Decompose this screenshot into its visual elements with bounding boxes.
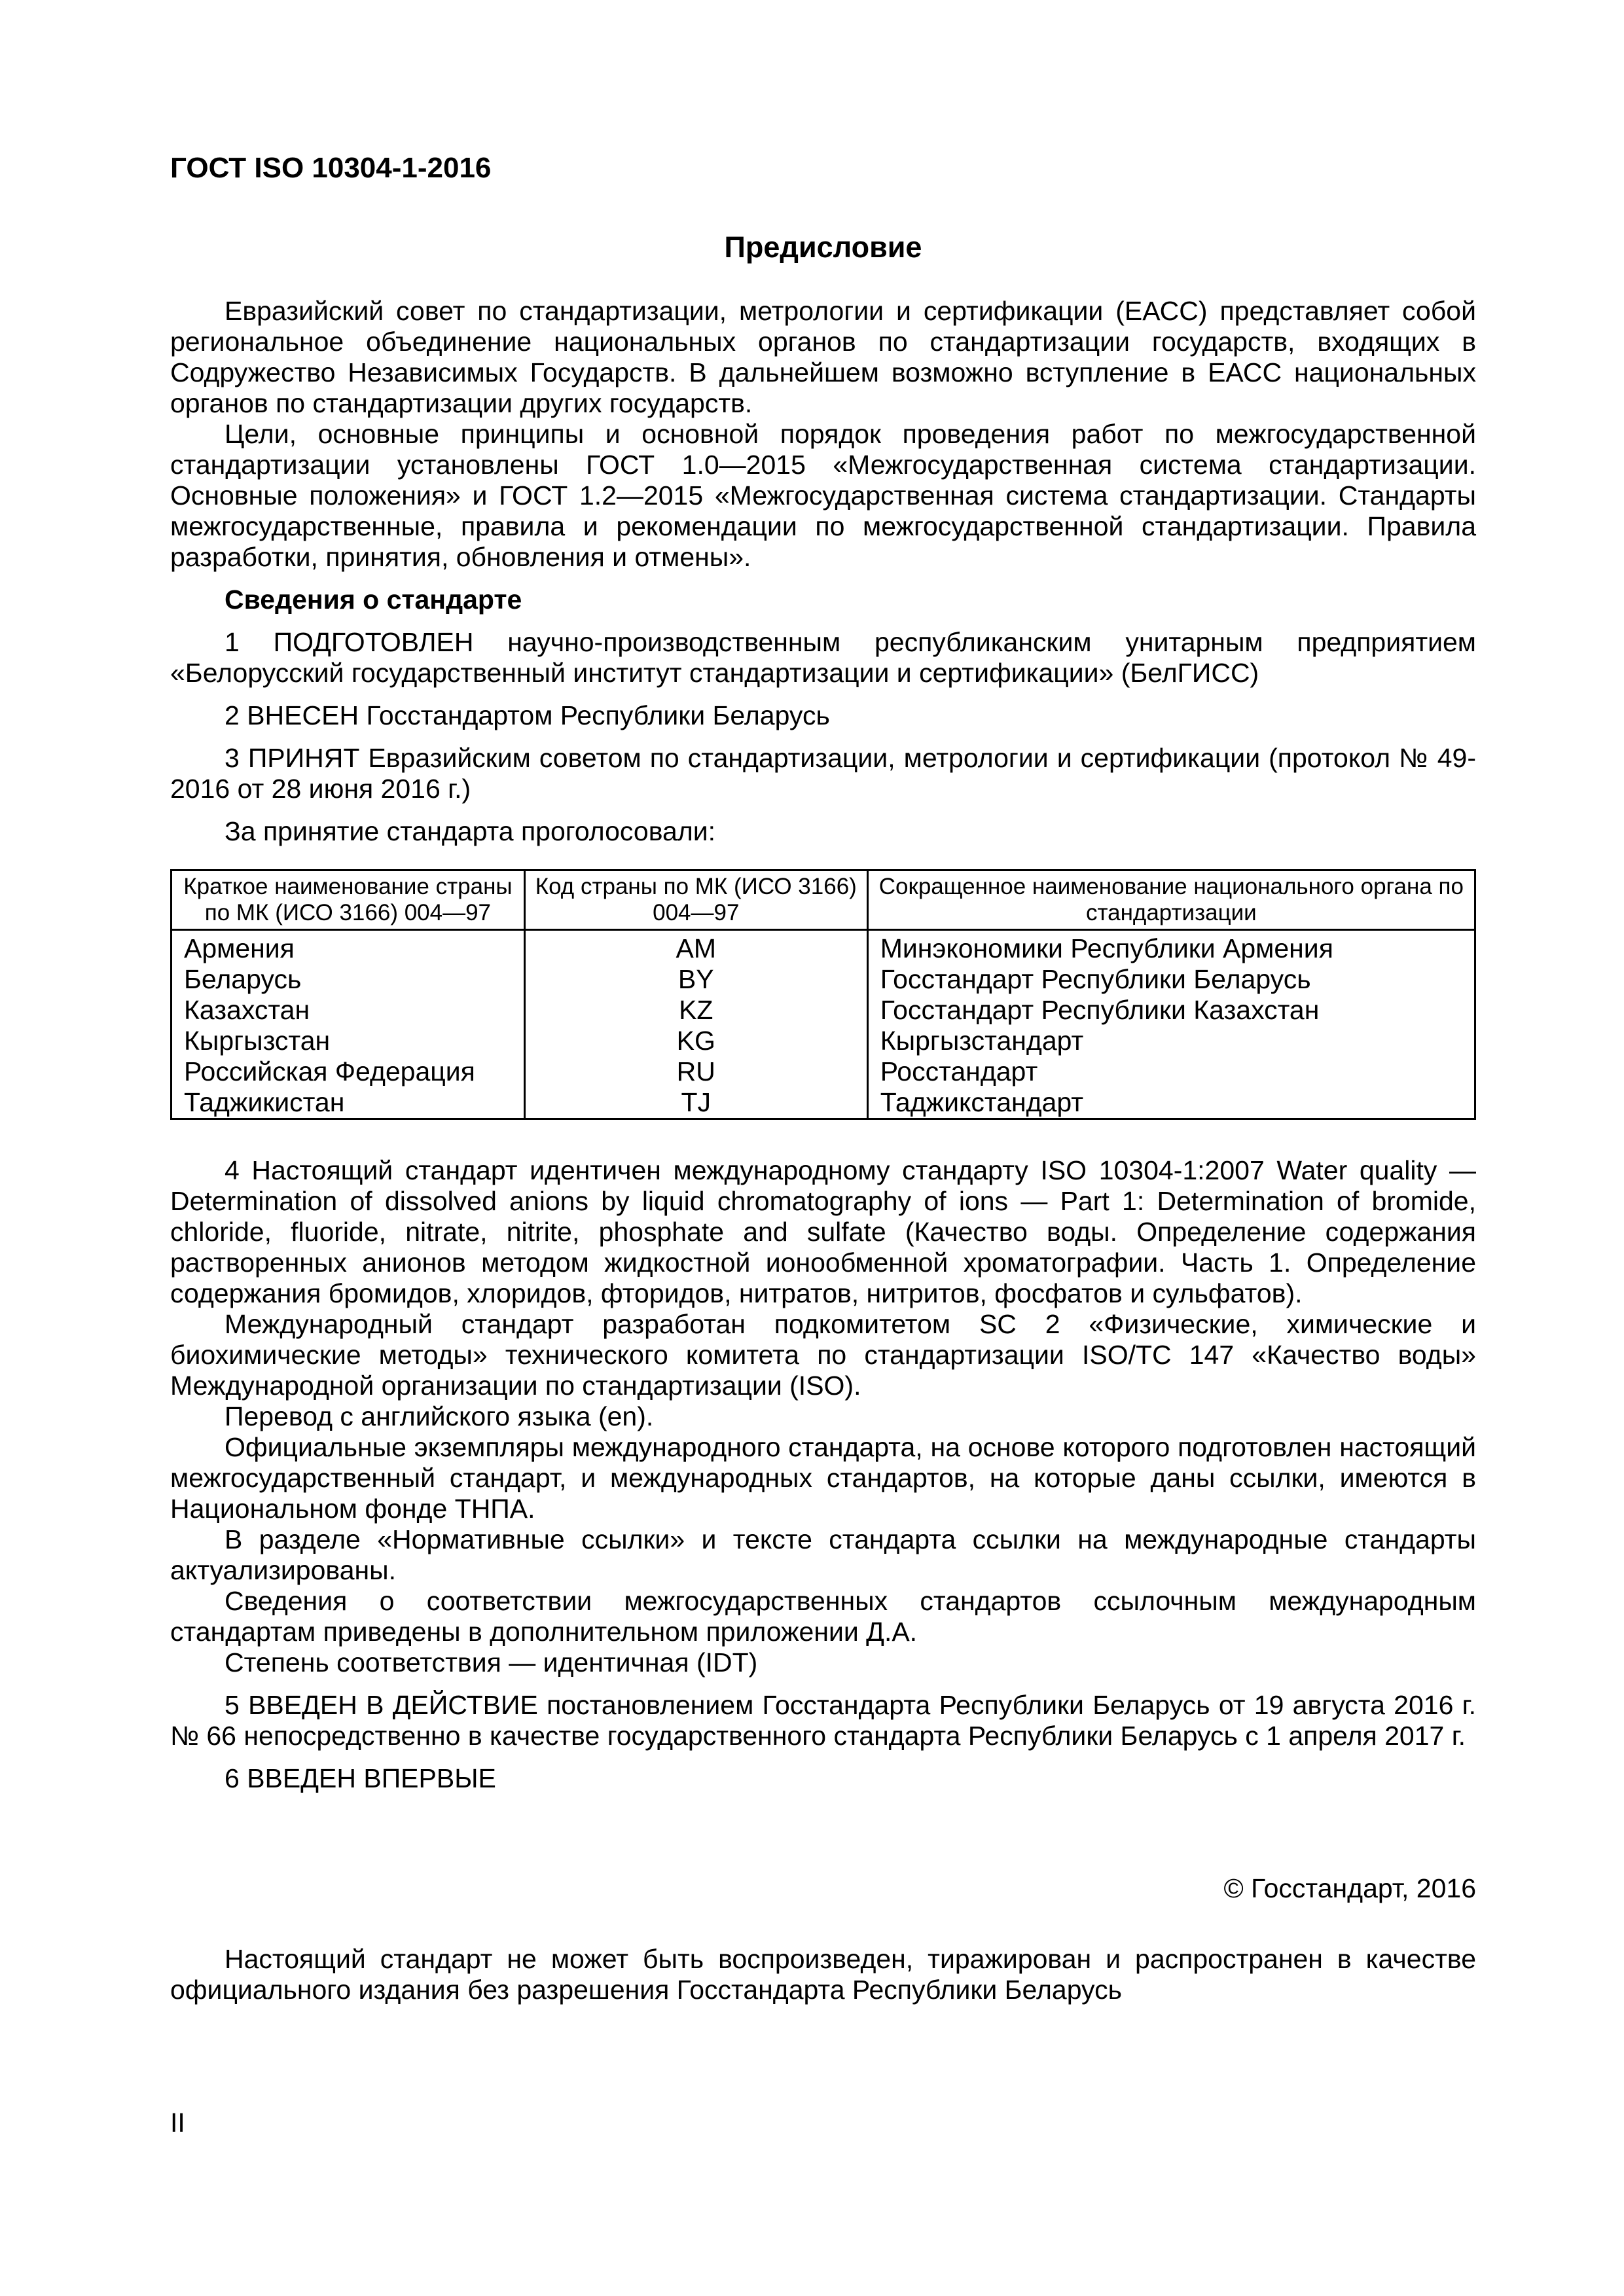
item-3: 3 ПРИНЯТ Евразийским советом по стандартизации, метрологии и сертификации (протокол № 49-2016 от 28 июня 2016 г.) (170, 743, 1476, 804)
reproduction-notice-block (170, 1944, 1476, 2005)
country-name: Армения (171, 930, 525, 965)
table-row (171, 1087, 1475, 1119)
country-name: Беларусь (171, 964, 525, 995)
standards-body: Кыргызстандарт (867, 1026, 1475, 1056)
foreword-block (170, 296, 1476, 847)
table-row (171, 995, 1475, 1026)
reproduction-notice: Настоящий стандарт не может быть воспроизведен, тиражирован и распространен в качестве официального издания без разрешения Госстандарта Республики Беларусь (170, 1944, 1476, 2005)
item-6: 6 ВВЕДЕН ВПЕРВЫЕ (225, 1763, 496, 1793)
item-4-paragraph-1: 4 Настоящий стандарт идентичен международному стандарту ISO 10304-1:2007 Water quality — Determination of dissolved anions by liquid chromatography of ions — Part 1: Determination of bromide, chloride, fluoride, nitrate, nitrite, phosphate and sulfate (Качество воды. Определение содержания растворенных анионов методом жидкостной ионообменной хроматографии. Часть 1. Определение содержания бромидов, хлоридов, фторидов, нитратов, нитритов, фосфатов и сульфатов). (170, 1155, 1476, 1308)
foreword-paragraph-2: Цели, основные принципы и основной порядок проведения работ по межгосударственной стандартизации установлены ГОСТ 1.0—2015 «Межгосударственная система стандартизации. Основные положения» и ГОСТ 1.2—2015 «Межгосударственная система стандартизации. Стандарты межгосударственные, правила и рекомендации по межгосударственной стандартизации. Правила разработки, принятия, обновления и отмены». (170, 419, 1476, 572)
item-4-paragraph-5: В разделе «Нормативные ссылки» и тексте стандарта ссылки на международные стандарты актуализированы. (170, 1524, 1476, 1585)
standards-body: Минэкономики Республики Армения (867, 930, 1475, 965)
item-4-paragraph-6: Сведения о соответствии межгосударственных стандартов ссылочным международным стандартам приведены в дополнительном приложении Д.А. (170, 1586, 1476, 1647)
foreword-paragraph-1: Евразийский совет по стандартизации, метрологии и сертификации (ЕАСС) представляет собой региональное объединение национальных органов по стандартизации государств, входящих в Содружество Независимых Государств. В дальнейшем возможно вступление в ЕАСС национальных органов по стандартизации других государств. (170, 296, 1476, 418)
item-4-paragraph-7: Степень соответствия — идентичная (IDT) (225, 1647, 758, 1677)
standards-body: Таджикстандарт (867, 1087, 1475, 1119)
info-title: Сведения о стандарте (225, 584, 522, 615)
voting-table (170, 869, 1476, 1120)
standards-body: Госстандарт Республики Казахстан (867, 995, 1475, 1026)
standards-body: Госстандарт Республики Беларусь (867, 964, 1475, 995)
country-name: Российская Федерация (171, 1056, 525, 1087)
item-4-paragraph-4: Официальные экземпляры международного стандарта, на основе которого подготовлен настоящий межгосударственный стандарт, и международных стандартов, на которые даны ссылки, имеются в Национальном фонде ТНПА. (170, 1432, 1476, 1524)
item-5: 5 ВВЕДЕН В ДЕЙСТВИЕ постановлением Госстандарта Республики Беларусь от 19 августа 2016 г. № 66 непосредственно в качестве государственного стандарта Республики Беларусь с 1 апреля 2017 г. (170, 1690, 1476, 1751)
item-4-paragraph-2: Международный стандарт разработан подкомитетом SC 2 «Физические, химические и биохимические методы» технического комитета по стандартизации ISO/TC 147 «Качество воды» Международной организации по стандартизации (ISO). (170, 1309, 1476, 1401)
voting-table-wrapper (170, 869, 1476, 1120)
country-name: Кыргызстан (171, 1026, 525, 1056)
details-block (170, 1155, 1476, 1794)
country-code: KZ (524, 995, 867, 1026)
document-page (170, 0, 1476, 2296)
document-code: ГОСТ ISO 10304-1-2016 (170, 152, 492, 184)
country-code: TJ (524, 1087, 867, 1119)
table-row (171, 1026, 1475, 1056)
table-row (171, 964, 1475, 995)
header-country-code: Код страны по МК (ИСО 3166) 004—97 (524, 870, 867, 930)
page-number: II (170, 2108, 185, 2138)
section-heading: Предисловие (724, 230, 922, 264)
country-code: AM (524, 930, 867, 965)
table-row (171, 930, 1475, 965)
header-country-name: Краткое наименование страны по МК (ИСО 3166) 004—97 (171, 870, 525, 930)
item-1: 1 ПОДГОТОВЛЕН научно-производственным республиканским унитарным предприятием «Белорусский государственный институт стандартизации и сертификации» (БелГИСС) (170, 627, 1476, 688)
item-4-paragraph-3: Перевод с английского языка (en). (225, 1401, 654, 1431)
country-name: Казахстан (171, 995, 525, 1026)
country-code: RU (524, 1056, 867, 1087)
table-row (171, 1056, 1475, 1087)
country-name: Таджикистан (171, 1087, 525, 1119)
copyright-notice: © Госстандарт, 2016 (1223, 1873, 1476, 1903)
header-standards-body: Сокращенное наименование национального органа по стандартизации (867, 870, 1475, 930)
country-code: BY (524, 964, 867, 995)
voted-caption: За принятие стандарта проголосовали: (225, 816, 716, 846)
table-header-row (171, 870, 1475, 930)
item-2: 2 ВНЕСЕН Госстандартом Республики Беларусь (225, 700, 830, 730)
standards-body: Росстандарт (867, 1056, 1475, 1087)
country-code: KG (524, 1026, 867, 1056)
